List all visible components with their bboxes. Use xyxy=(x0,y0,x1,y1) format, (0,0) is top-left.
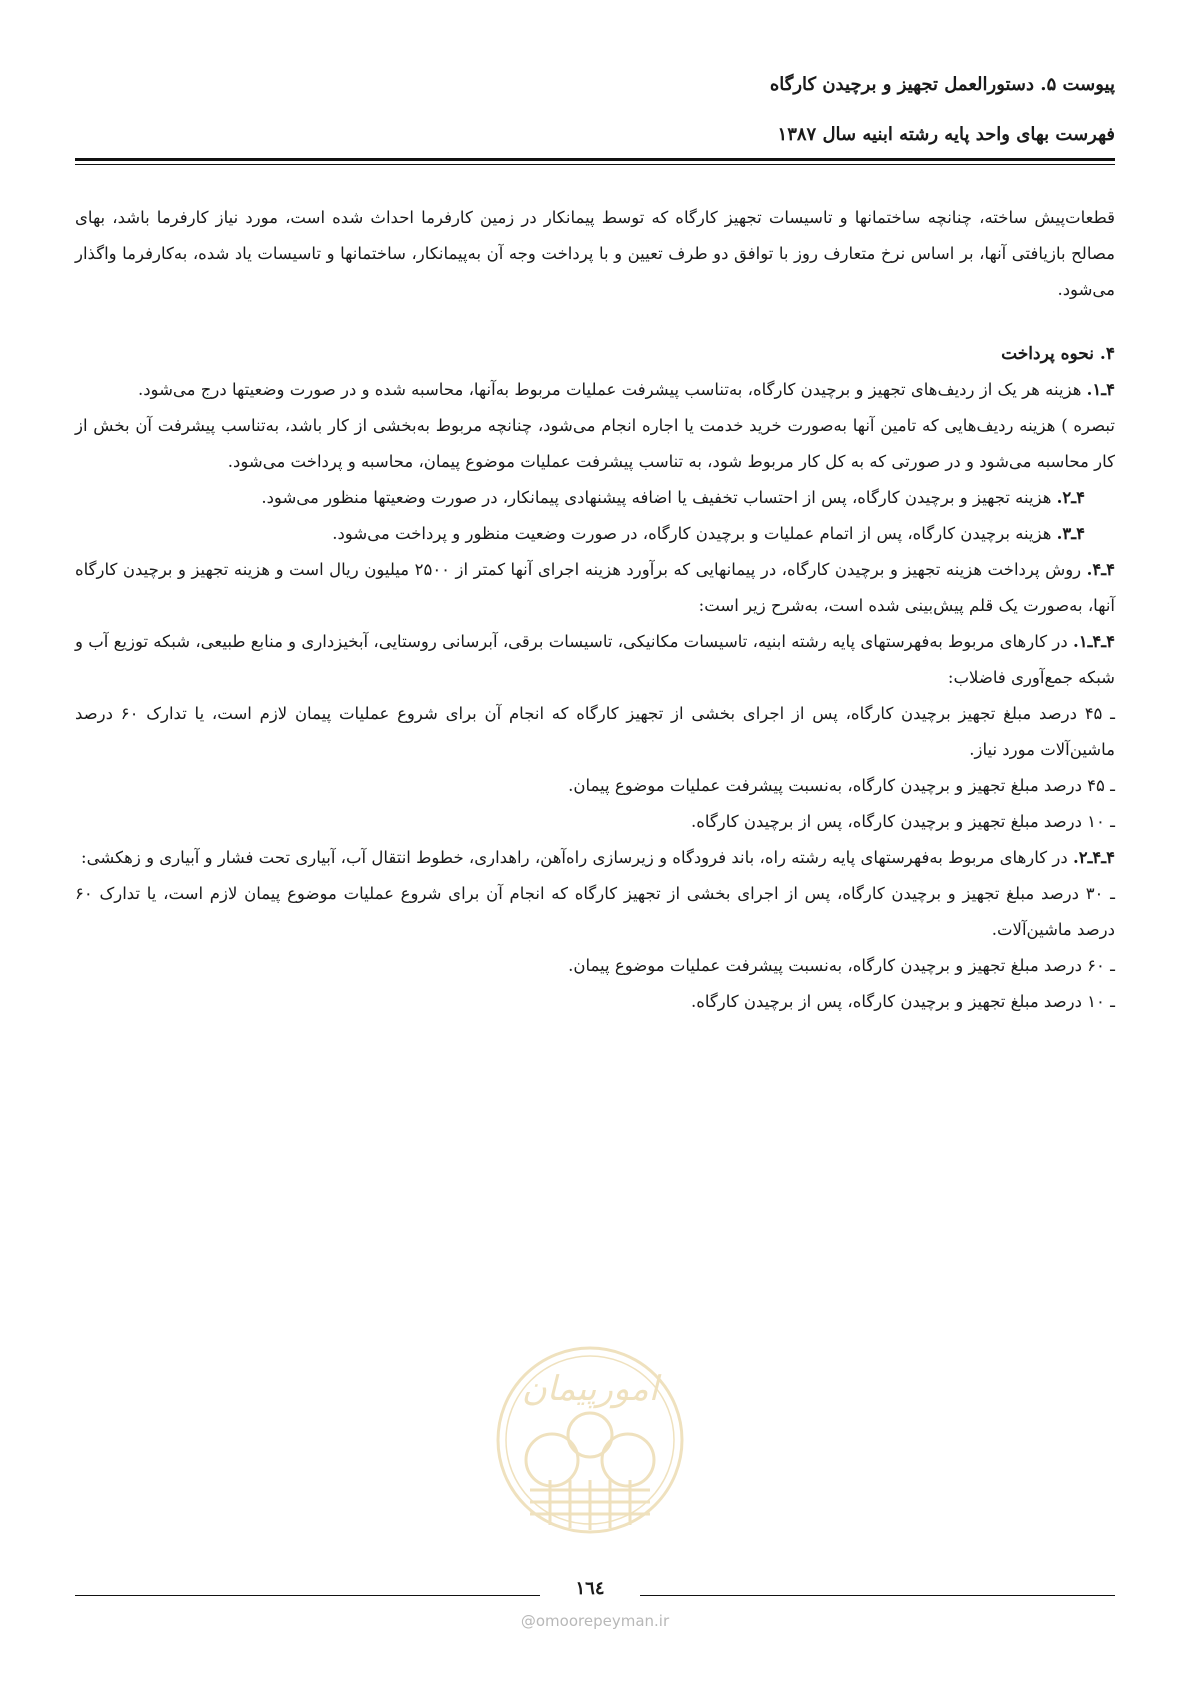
paragraph-number: ۴ـ۴ـ۲. xyxy=(1072,848,1115,867)
paragraph-text: هزینه برچیدن کارگاه، پس از اتمام عملیات و برچیدن کارگاه، در صورت وضعیت منظور و پرداخت می‌شود. xyxy=(332,524,1057,543)
paragraph-4-1 xyxy=(75,372,1115,408)
paragraph-text: در کارهای مربوط به‌فهرستهای پایه رشته راه، باند فرودگاه و زیرسازی راه‌آهن، راهداری، خطوط انتقال آب، آبیاری تحت فشار و آبیاری و زهکشی: xyxy=(81,848,1073,867)
header-rule-thick xyxy=(75,158,1115,161)
paragraph-text: هزینه تجهیز و برچیدن کارگاه، پس از احتساب تخفیف یا اضافه پیشنهادی پیمانکار، در صورت وضعیتها منظور می‌شود. xyxy=(261,488,1057,507)
page-header xyxy=(75,60,1115,160)
list-item: ـ ۴۵ درصد مبلغ تجهیز برچیدن کارگاه، پس از اجرای بخشی از تجهیز کارگاه که انجام آن برای شروع عملیات پیمان لازم است، یا تدارک ۶۰ درصد ماشین‌آلات مورد نیاز. xyxy=(75,704,1116,759)
paragraph-text: هزینه هر یک از ردیف‌های تجهیز و برچیدن کارگاه، به‌تناسب پیشرفت عملیات مربوط به‌آنها، محاسبه شده و در صورت وضعیتها درج می‌شود. xyxy=(137,380,1087,399)
paragraph-4-3 xyxy=(75,516,1115,552)
list-item: ـ ۱۰ درصد مبلغ تجهیز و برچیدن کارگاه، پس از برچیدن کارگاه. xyxy=(690,992,1115,1011)
paragraph-number: ۴ـ۱. xyxy=(1086,380,1115,399)
paragraph-number: ۴ـ۴ـ۱. xyxy=(1072,632,1115,651)
list-item: ـ ۶۰ درصد مبلغ تجهیز و برچیدن کارگاه، به‌نسبت پیشرفت عملیات موضوع پیمان. xyxy=(568,956,1115,975)
paragraph-text: در کارهای مربوط به‌فهرستهای پایه رشته ابنیه، تاسیسات مکانیکی، تاسیسات برقی، آبرسانی روستایی، آبخیزداری و منابع طبیعی، شبکه توزیع آب و شبکه جمع‌آوری فاضلاب: xyxy=(75,632,1115,687)
intro-paragraph: قطعات‌پیش ساخته، چنانچه ساختمانها و تاسیسات تجهیز کارگاه که توسط پیمانکار در زمین کارفرما احداث شده است، مورد نیاز کارفرما باشد، بهای مصالح بازیافتی آنها، بر اساس نرخ متعارف روز با توافق دو طرف تعیین و با پرداخت وجه آن به‌پیمانکار، ساختمانها و تاسیسات یاد شده، به‌کارفرما واگذار می‌شود. xyxy=(75,208,1115,299)
page-number: ١٦٤ xyxy=(575,1578,605,1599)
paragraph-4-4 xyxy=(75,552,1115,624)
watermark-text: امورپیمان xyxy=(521,1369,659,1409)
paragraph-4-2 xyxy=(75,480,1115,516)
list-item: ـ ۱۰ درصد مبلغ تجهیز و برچیدن کارگاه، پس از برچیدن کارگاه. xyxy=(690,812,1115,831)
site-watermark-text: @omoorepeyman.ir xyxy=(520,1612,670,1630)
header-appendix-title: پیوست ۵. دستورالعمل تجهیز و برچیدن کارگاه xyxy=(769,74,1115,95)
section-title: ۴. نحوه پرداخت xyxy=(1001,344,1115,364)
paragraph-4-4-1 xyxy=(75,624,1115,696)
list-item: ـ ۳۰ درصد مبلغ تجهیز و برچیدن کارگاه، پس از اجرای بخشی از تجهیز کارگاه که انجام آن برای شروع عملیات موضوع پیمان لازم است، یا تدارک ۶۰ درصد ماشین‌آلات. xyxy=(75,884,1115,939)
note-paragraph: تبصره ) هزینه ردیف‌هایی که تامین آنها به‌صورت خرید خدمت یا اجاره انجام می‌شود، چنانچه مربوط به‌بخشی از کار باشد، به‌تناسب پیشرفت آن بخش از کار محاسبه می‌شود و در صورتی که به کل کار مربوط شود، به تناسب پیشرفت عملیات موضوع پیمان، محاسبه و پرداخت می‌شود. xyxy=(75,416,1115,471)
list-item: ـ ۴۵ درصد مبلغ تجهیز و برچیدن کارگاه، به‌نسبت پیشرفت عملیات موضوع پیمان. xyxy=(568,776,1115,795)
paragraph-text: روش پرداخت هزینه تجهیز و برچیدن کارگاه، در پیمانهایی که برآورد هزینه اجرای آنها کمتر از ۲۵۰۰ میلیون ریال است و هزینه تجهیز و برچیدن کارگاه آنها، به‌صورت یک قلم پیش‌بینی شده است، به‌شرح زیر است: xyxy=(75,560,1115,615)
header-rule-thin xyxy=(75,164,1115,165)
header-catalog-title: فهرست بهای واحد پایه رشته ابنیه سال ۱۳۸۷ xyxy=(777,124,1115,145)
paragraph-number: ۴ـ۳. xyxy=(1056,524,1085,543)
paragraph-4-4-2 xyxy=(75,840,1115,876)
paragraph-number: ۴ـ۴. xyxy=(1086,560,1115,579)
paragraph-number: ۴ـ۲. xyxy=(1056,488,1085,507)
omoor-peyman-watermark-logo xyxy=(490,1340,690,1540)
footer-rule-left xyxy=(75,1595,540,1596)
footer-rule-right xyxy=(640,1595,1115,1596)
document-body xyxy=(75,200,1115,1020)
